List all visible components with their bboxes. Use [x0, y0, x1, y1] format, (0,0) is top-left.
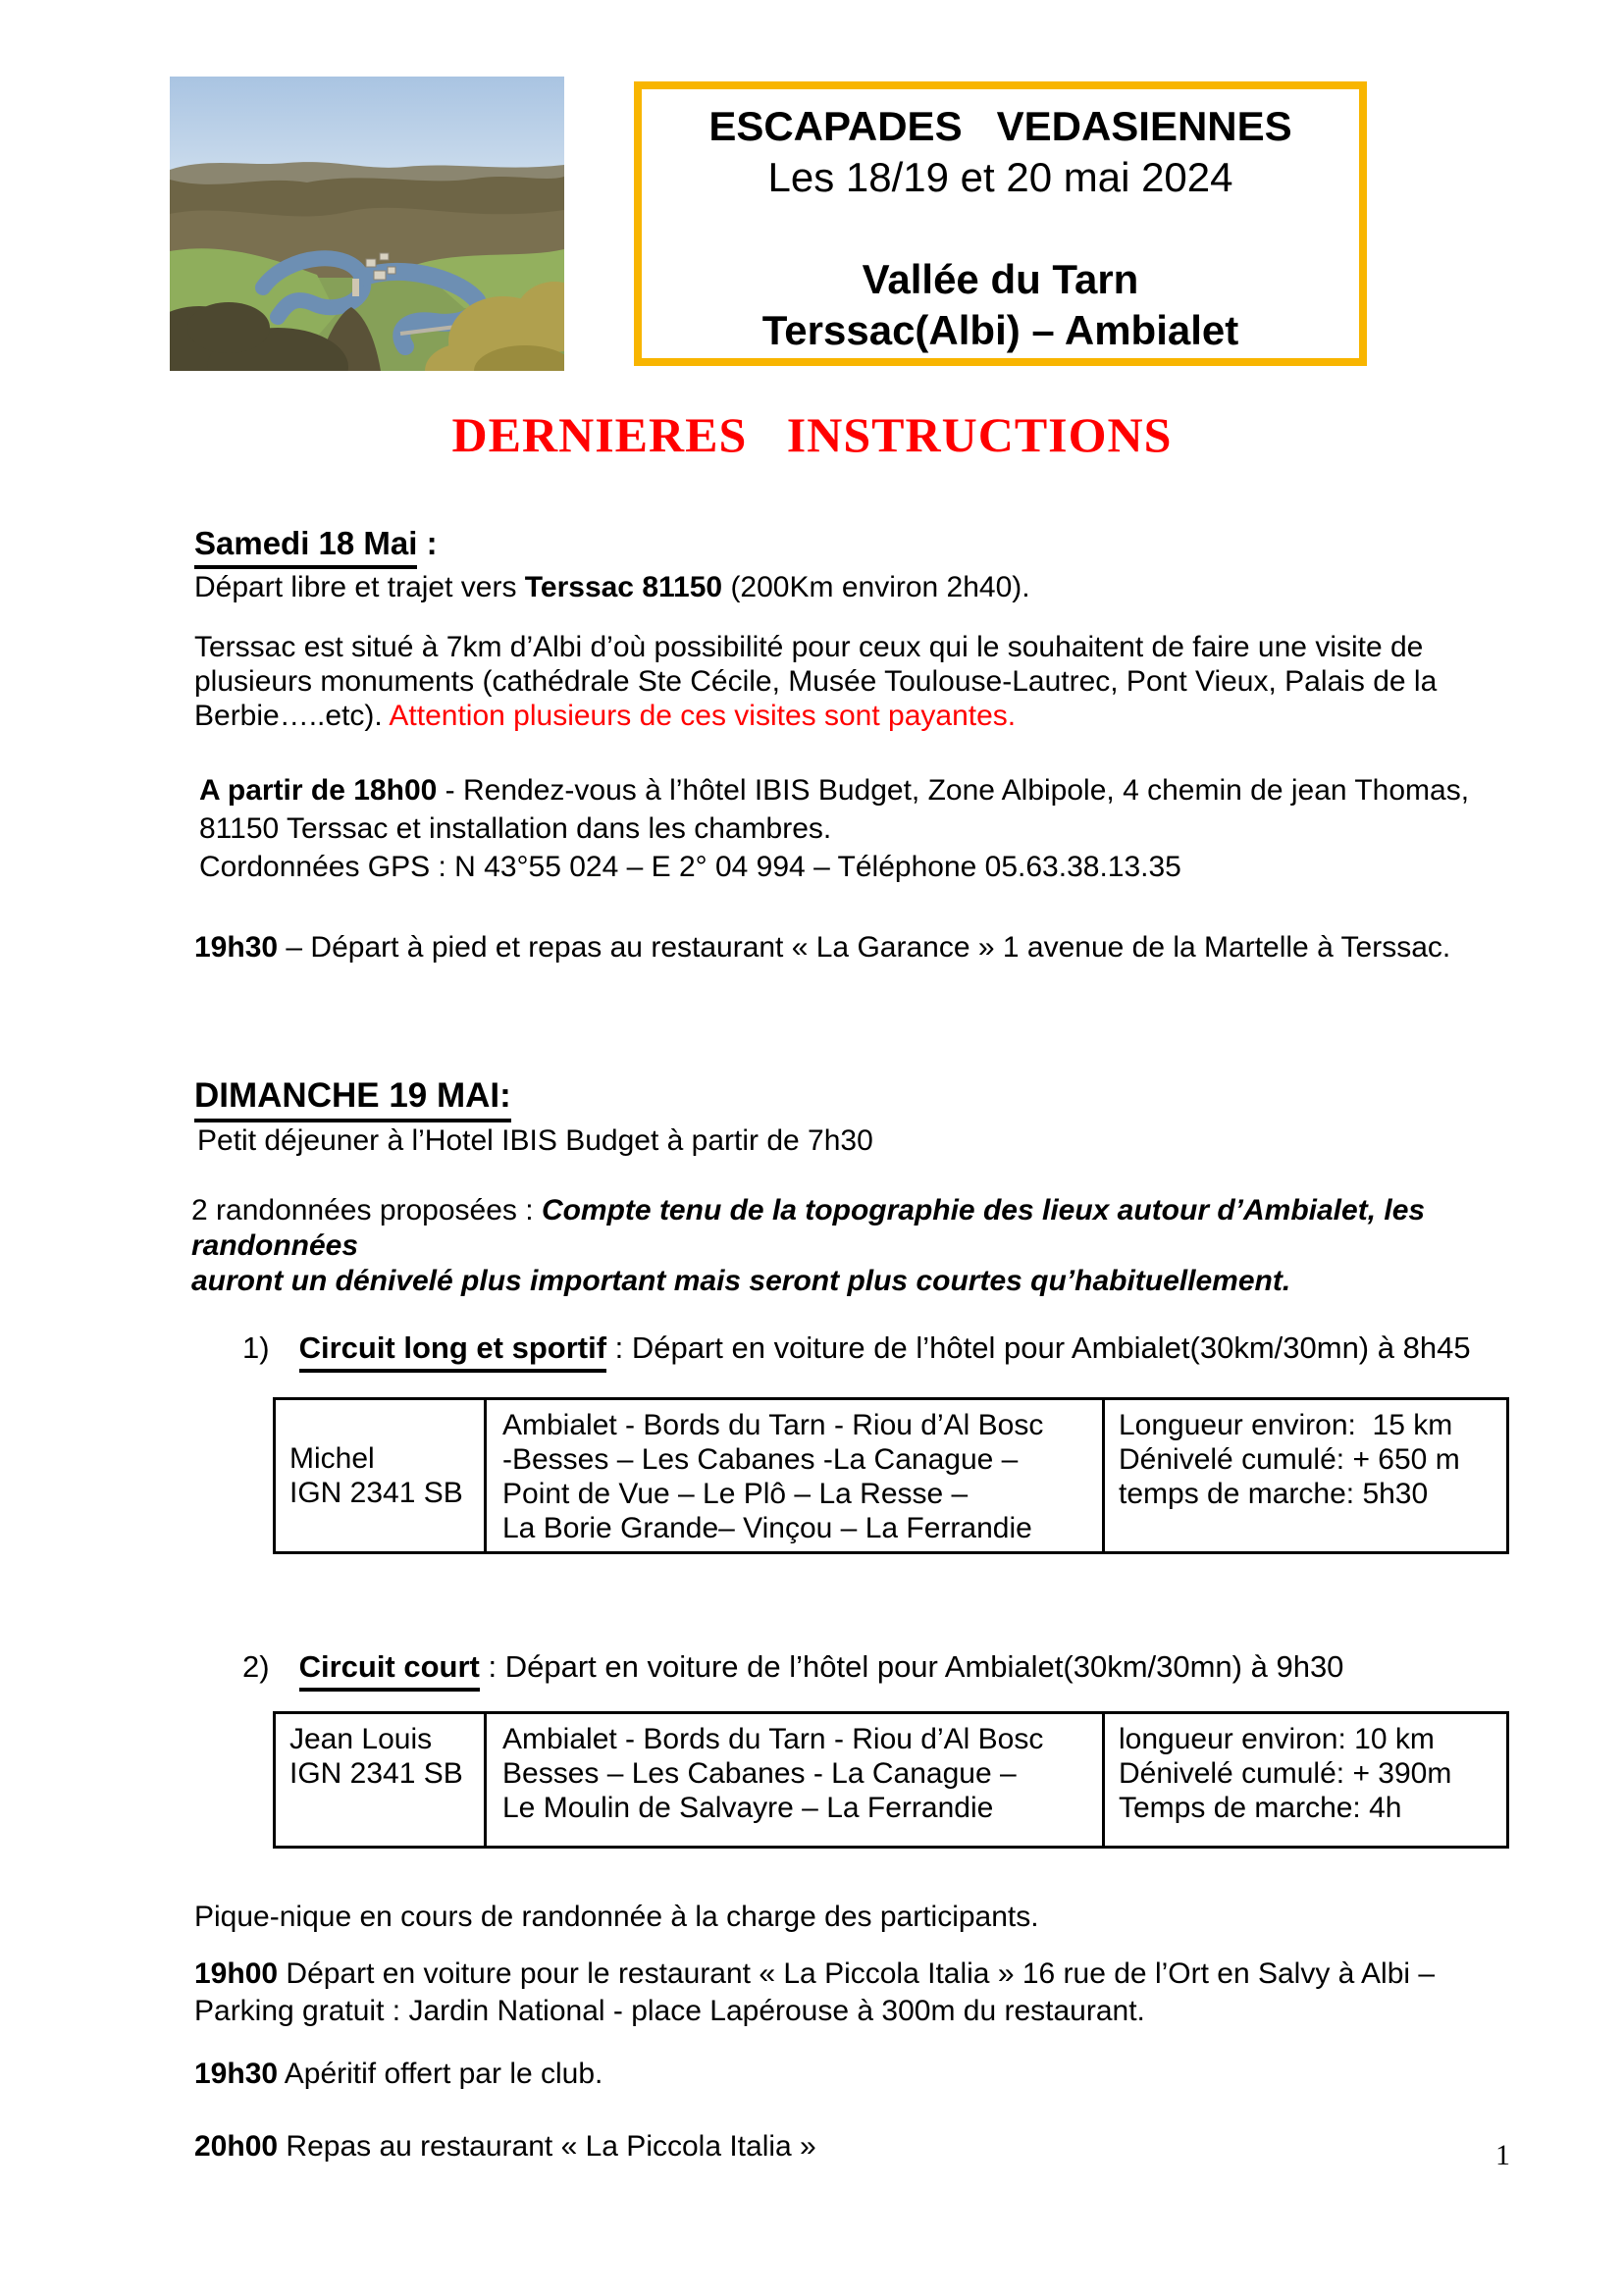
- circuit1-title: Circuit long et sportif: [299, 1330, 606, 1373]
- visit-line-1: Terssac est situé à 7km d’Albi d’où possibilité pour ceux qui le souhaitent de faire une visite de: [194, 631, 1424, 663]
- saturday-intro-post: (200Km environ 2h40).: [722, 571, 1030, 603]
- visit-paragraph: [194, 630, 1499, 733]
- gps-line: Cordonnées GPS : N 43°55 024 – E 2° 04 994 – Téléphone 05.63.38.13.35: [199, 851, 1181, 883]
- circuit2-title: Circuit court: [299, 1648, 480, 1692]
- event-location-line1: Vallée du Tarn: [862, 256, 1139, 302]
- circuit1-heading: [242, 1330, 1471, 1373]
- evening1-rest: Départ en voiture pour le restaurant « La Piccola Italia » 16 rue de l’Ort en Salvy à Albi –: [278, 1957, 1436, 1990]
- circuit1-route-line: La Borie Grande– Vinçou – La Ferrandie: [502, 1512, 1032, 1544]
- saturday-heading-colon: :: [417, 525, 438, 561]
- hikes-intro-plain: 2 randonnées proposées :: [191, 1194, 542, 1226]
- event-title-box: [634, 81, 1367, 366]
- dinner-time: 19h30: [194, 931, 279, 964]
- saturday-heading: [194, 524, 438, 569]
- circuit1-leader-cell: [276, 1400, 484, 1551]
- circuit2-duration: Temps de marche: 4h: [1119, 1792, 1402, 1824]
- main-heading: DERNIERES INSTRUCTIONS: [451, 407, 1173, 462]
- circuit1-map-ref: IGN 2341 SB: [289, 1477, 463, 1509]
- evening2-time: 19h30: [194, 2058, 279, 2090]
- circuit2-route-line: Le Moulin de Salvayre – La Ferrandie: [502, 1792, 994, 1824]
- circuit2-leader: Jean Louis: [289, 1723, 433, 1755]
- circuit1-route-line: Point de Vue – Le Plô – La Resse –: [502, 1478, 969, 1510]
- dinner2-line: [194, 2129, 816, 2165]
- hikes-intro-line-1: [191, 1193, 1536, 1264]
- circuit1-leader: Michel: [289, 1442, 375, 1475]
- evening3-time: 20h00: [194, 2130, 279, 2163]
- meeting-paragraph: [199, 771, 1514, 886]
- hikes-intro-italic-2: auront un dénivelé plus important mais seront plus courtes qu’habituellement.: [191, 1265, 1291, 1297]
- breakfast-line: Petit déjeuner à l’Hotel IBIS Budget à partir de 7h30: [197, 1124, 873, 1157]
- circuit1-elevation: Dénivelé cumulé: + 650 m: [1119, 1443, 1460, 1476]
- circuit1-duration: temps de marche: 5h30: [1119, 1478, 1429, 1510]
- visit-line-2: plusieurs monuments (cathédrale Ste Cécile, Musée Toulouse-Lautrec, Pont Vieux, Palais de la: [194, 665, 1438, 698]
- circuit2-route-cell: [484, 1714, 1105, 1846]
- evening-restaurant-paragraph: [194, 1956, 1548, 2030]
- visit-warning-text: Attention plusieurs de ces visites sont payantes.: [389, 700, 1017, 732]
- evening-line-2: Parking gratuit : Jardin National - place Lapérouse à 300m du restaurant.: [194, 1995, 1145, 2027]
- meeting-time: A partir de 18h00: [199, 774, 438, 807]
- circuit1-number: 1): [242, 1330, 270, 1365]
- visit-line-3-black: Berbie…..etc).: [194, 700, 390, 732]
- circuit1-route-line: Ambialet - Bords du Tarn - Riou d’Al Bosc: [502, 1409, 1044, 1441]
- circuit2-map-ref: IGN 2341 SB: [289, 1757, 463, 1790]
- meeting-line-1: [199, 771, 1514, 809]
- meeting-line-1-rest: - Rendez-vous à l’hôtel IBIS Budget, Zone Albipole, 4 chemin de jean Thomas,: [437, 774, 1470, 807]
- circuit2-number: 2): [242, 1649, 270, 1684]
- circuit2-heading-rest: : Départ en voiture de l’hôtel pour Ambialet(30km/30mn) à 9h30: [479, 1649, 1344, 1684]
- sunday-heading-text: DIMANCHE 19 MAI:: [194, 1075, 511, 1122]
- sunday-heading: [194, 1075, 511, 1122]
- meeting-line-2: 81150 Terssac et installation dans les chambres.: [199, 812, 832, 845]
- saturday-intro-line: [194, 570, 1030, 605]
- circuit1-table: [273, 1397, 1509, 1554]
- circuit2-route-line: Besses – Les Cabanes - La Canague –: [502, 1757, 1017, 1790]
- circuit2-stats-cell: [1105, 1714, 1506, 1846]
- page-number: 1: [1495, 2139, 1510, 2171]
- hikes-intro-italic-1: Compte tenu de la topographie des lieux autour d’Ambialet, les randonnées: [191, 1194, 1426, 1262]
- circuit2-heading: [242, 1648, 1343, 1692]
- circuit2-length: longueur environ: 10 km: [1119, 1723, 1435, 1755]
- circuit1-route-cell: [484, 1400, 1105, 1551]
- circuit2-leader-cell: [276, 1714, 484, 1846]
- circuit1-length: Longueur environ: 15 km: [1119, 1409, 1453, 1441]
- event-title: ESCAPADES VEDASIENNES: [708, 103, 1292, 149]
- saturday-intro-pre: Départ libre et trajet vers: [194, 571, 525, 603]
- ambialet-tarn-valley-photo: [170, 77, 564, 371]
- circuit1-stats-cell: [1105, 1400, 1506, 1551]
- circuit2-table: [273, 1711, 1509, 1849]
- visit-line-3: [194, 699, 1499, 733]
- circuit1-heading-rest: : Départ en voiture de l’hôtel pour Ambialet(30km/30mn) à 8h45: [606, 1330, 1471, 1365]
- evening3-rest: Repas au restaurant « La Piccola Italia »: [278, 2130, 816, 2163]
- evening2-rest: Apéritif offert par le club.: [278, 2058, 603, 2090]
- event-dates: Les 18/19 et 20 mai 2024: [767, 154, 1233, 200]
- hikes-intro-paragraph: [191, 1193, 1536, 1299]
- evening-line-1: [194, 1956, 1548, 1993]
- saturday-heading-text: Samedi 18 Mai: [194, 524, 417, 569]
- dinner-rest: – Départ à pied et repas au restaurant « La Garance » 1 avenue de la Martelle à Terssac.: [278, 931, 1451, 964]
- saturday-dinner-line: [194, 930, 1450, 965]
- spacer: [642, 203, 1359, 254]
- circuit1-route-line: -Besses – Les Cabanes -La Canague –: [502, 1443, 1019, 1476]
- circuit2-elevation: Dénivelé cumulé: + 390m: [1119, 1757, 1452, 1790]
- aperitif-line: [194, 2057, 602, 2092]
- event-location-line2: Terssac(Albi) – Ambialet: [761, 307, 1239, 353]
- evening1-time: 19h00: [194, 1957, 279, 1990]
- picnic-line: Pique-nique en cours de randonnée à la charge des participants.: [194, 1901, 1039, 1933]
- saturday-intro-destination: Terssac 81150: [524, 571, 723, 603]
- circuit2-route-line: Ambialet - Bords du Tarn - Riou d’Al Bosc: [502, 1723, 1044, 1755]
